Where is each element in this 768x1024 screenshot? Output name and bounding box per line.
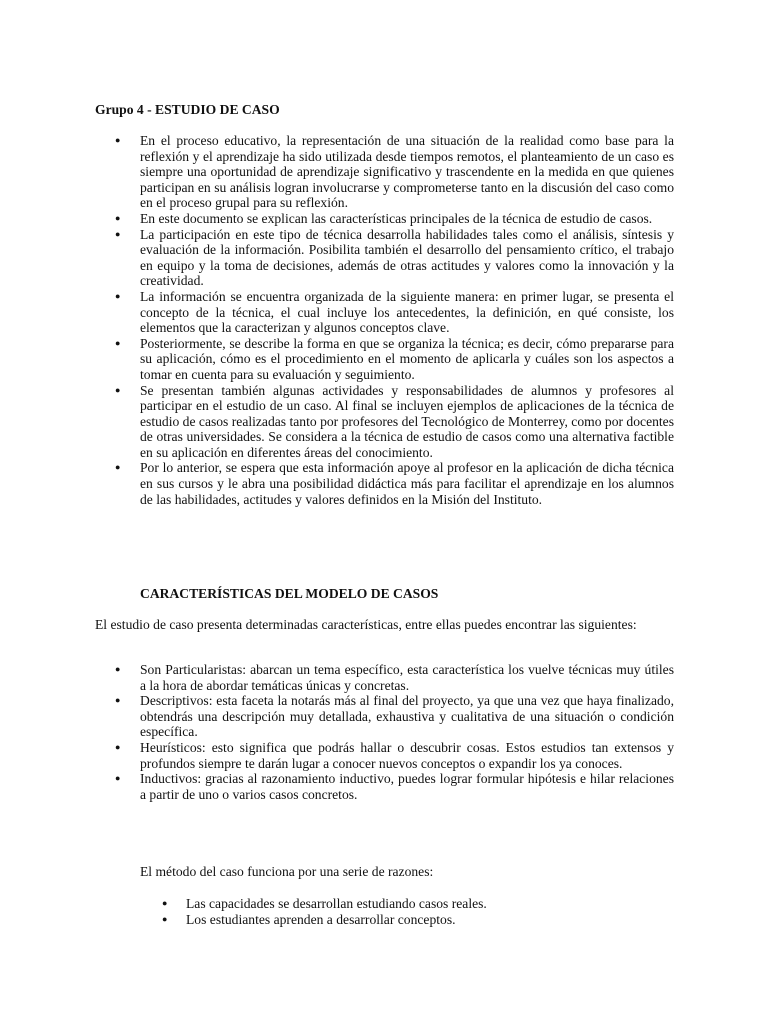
list-item: ● Inductivos: gracias al razonamiento inductivo, puedes lograr formular hipótesis e hilar relaciones a partir de uno o varios casos concretos. [0,771,674,802]
list-item: ● Descriptivos: esta faceta la notarás más al final del proyecto, ya que una vez que haya finalizado, obtendrás una descripción muy detallada, exhaustiva y cualitativa de una situación o condición específica. [0,693,674,740]
list-item: ● Se presentan también algunas actividades y responsabilidades de alumnos y profesores al participar en el estudio de un caso. Al final se incluyen ejemplos de aplicaciones de la técnica de estudio de casos realizadas tanto por profesores del Tecnológico de Monterrey, como por docentes de otras universidades. Se considera a la técnica de estudio de casos como una alternativa factible en su aplicación en diferentes áreas del conocimiento. [0,383,674,461]
list-item: ● La información se encuentra organizada de la siguiente manera: en primer lugar, se presenta el concepto de la técnica, el cual incluye los antecedentes, la definición, en qué consiste, los elementos que la caracterizan y algunos conceptos clave. [0,289,674,336]
list-item: ● Por lo anterior, se espera que esta información apoye al profesor en la aplicación de dicha técnica en sus cursos y le abra una posibilidad didáctica más para facilitar el aprendizaje en los alumnos de las habilidades, actitudes y valores definidos en la Misión del Instituto. [0,460,674,507]
list-item: ● Las capacidades se desarrollan estudiando casos reales. [0,896,674,912]
list-item: ● Los estudiantes aprenden a desarrollar conceptos. [0,912,674,928]
list-item: ● En el proceso educativo, la representación de una situación de la realidad como base para la reflexión y el aprendizaje ha sido utilizada desde tiempos remotos, el planteamiento de un caso es siempre una oportunidad de aprendizaje significativo y trascendente en la medida en que quienes participan en su análisis logran involucrarse y comprometerse tanto en la discusión del caso como en el proceso grupal para su reflexión. [0,133,674,211]
method-intro-paragraph: El método del caso funciona por una serie de razones: [140,864,434,879]
list-item: ● En este documento se explican las características principales de la técnica de estudio de casos. [0,211,674,227]
section-heading: CARACTERÍSTICAS DEL MODELO DE CASOS [140,586,439,601]
list-item: ● Posteriormente, se describe la forma en que se organiza la técnica; es decir, cómo prepararse para su aplicación, cómo es el procedimiento en el momento de aplicarla y cuáles son los aspectos a tomar en cuenta para su evaluación y seguimiento. [0,336,674,383]
list-item: ● La participación en este tipo de técnica desarrolla habilidades tales como el análisis, síntesis y evaluación de la información. Posibilita también el desarrollo del pensamiento crítico, el trabajo en equipo y la toma de decisiones, además de otras actitudes y valores como la innovación y la creatividad. [0,227,674,289]
section-intro-paragraph: El estudio de caso presenta determinadas características, entre ellas puedes encontrar las siguientes: [95,617,637,632]
reasons-list [0,896,674,927]
intro-bullet-list [0,133,674,507]
document-title: Grupo 4 - ESTUDIO DE CASO [95,102,280,117]
list-item: ● Son Particularistas: abarcan un tema específico, esta característica los vuelve técnicas muy útiles a la hora de abordar temáticas únicas y concretas. [0,662,674,693]
list-item: ● Heurísticos: esto significa que podrás hallar o descubrir cosas. Estos estudios tan extensos y profundos siempre te darán lugar a conocer nuevos conceptos o expandir los ya conoces. [0,740,674,771]
characteristics-list [0,662,674,802]
